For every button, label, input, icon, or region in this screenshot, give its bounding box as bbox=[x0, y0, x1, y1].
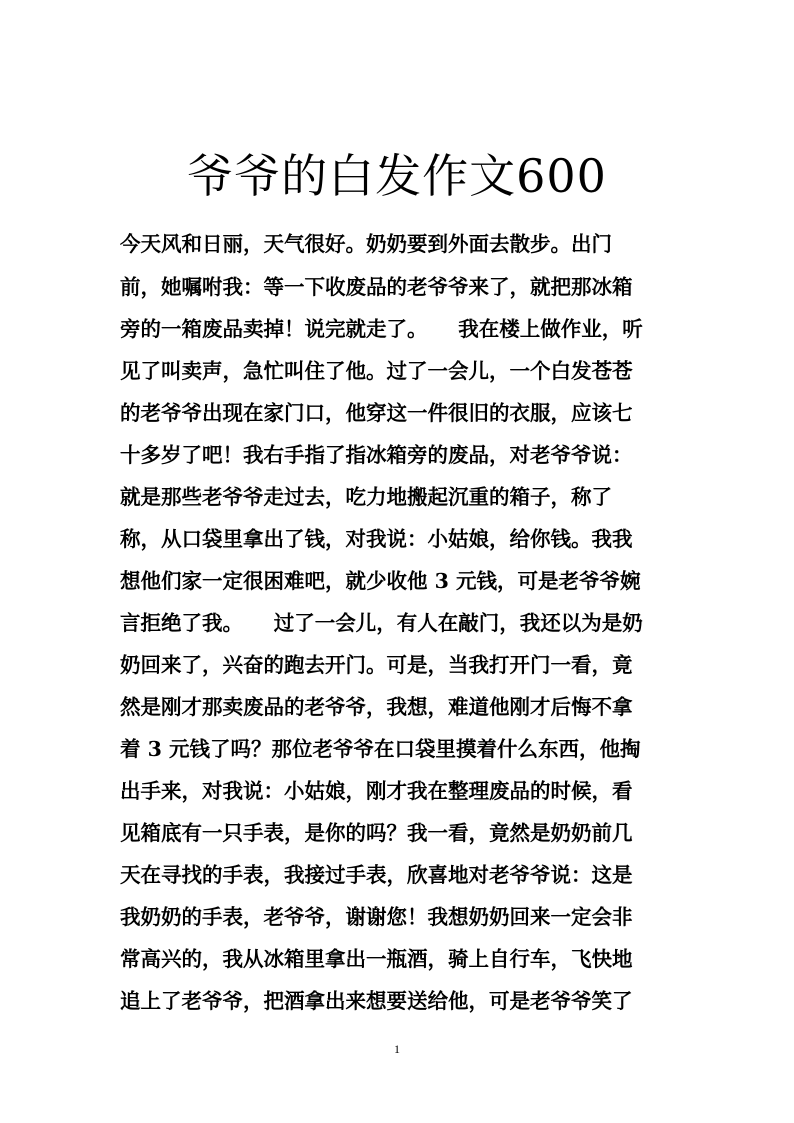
body-line: 常高兴的，我从冰箱里拿出一瓶酒，骑上自行车，飞快地 bbox=[120, 947, 633, 971]
body-line: 天在寻找的手表，我接过手表，欣喜地对老爷爷说：这是 bbox=[120, 863, 633, 887]
body-line: 着 3 元钱了吗？那位老爷爷在口袋里摸着什么东西，他掏 bbox=[120, 737, 641, 761]
document-title: 爷爷的白发作文600 bbox=[187, 149, 607, 203]
body-line: 十多岁了吧！我右手指了指冰箱旁的废品，对老爷爷说： bbox=[120, 443, 633, 467]
body-line: 然是刚才那卖废品的老爷爷，我想，难道他刚才后悔不拿 bbox=[120, 695, 633, 719]
page-number: 1 bbox=[394, 1042, 400, 1056]
body-line: 见了叫卖声，急忙叫住了他。过了一会儿，一个白发苍苍 bbox=[120, 359, 633, 383]
body-line: 前，她嘱咐我：等一下收废品的老爷爷来了，就把那冰箱 bbox=[120, 275, 633, 299]
body-line: 今天风和日丽，天气很好。奶奶要到外面去散步。出门 bbox=[120, 232, 612, 256]
body-line: 称，从口袋里拿出了钱，对我说：小姑娘，给你钱。我我 bbox=[120, 527, 633, 551]
body-line: 的老爷爷出现在家门口，他穿这一件很旧的衣服，应该七 bbox=[120, 401, 633, 425]
body-line: 出手来，对我说：小姑娘，刚才我在整理废品的时候，看 bbox=[120, 779, 633, 803]
body-line: 言拒绝了我。 过了一会儿，有人在敲门，我还以为是奶 bbox=[120, 611, 643, 635]
body-line: 想他们家一定很困难吧，就少收他 3 元钱，可是老爷爷婉 bbox=[120, 569, 641, 593]
body-line: 追上了老爷爷，把酒拿出来想要送给他，可是老爷爷笑了 bbox=[120, 989, 633, 1013]
body-line: 就是那些老爷爷走过去，吃力地搬起沉重的箱子，称了 bbox=[120, 485, 612, 509]
body-line: 见箱底有一只手表，是你的吗？我一看，竟然是奶奶前几 bbox=[120, 821, 633, 845]
body-line: 奶回来了，兴奋的跑去开门。可是，当我打开门一看，竟 bbox=[120, 653, 633, 677]
body-line: 我奶奶的手表，老爷爷，谢谢您！我想奶奶回来一定会非 bbox=[120, 905, 633, 929]
body-line: 旁的一箱废品卖掉！说完就走了。 我在楼上做作业，听 bbox=[120, 317, 643, 341]
